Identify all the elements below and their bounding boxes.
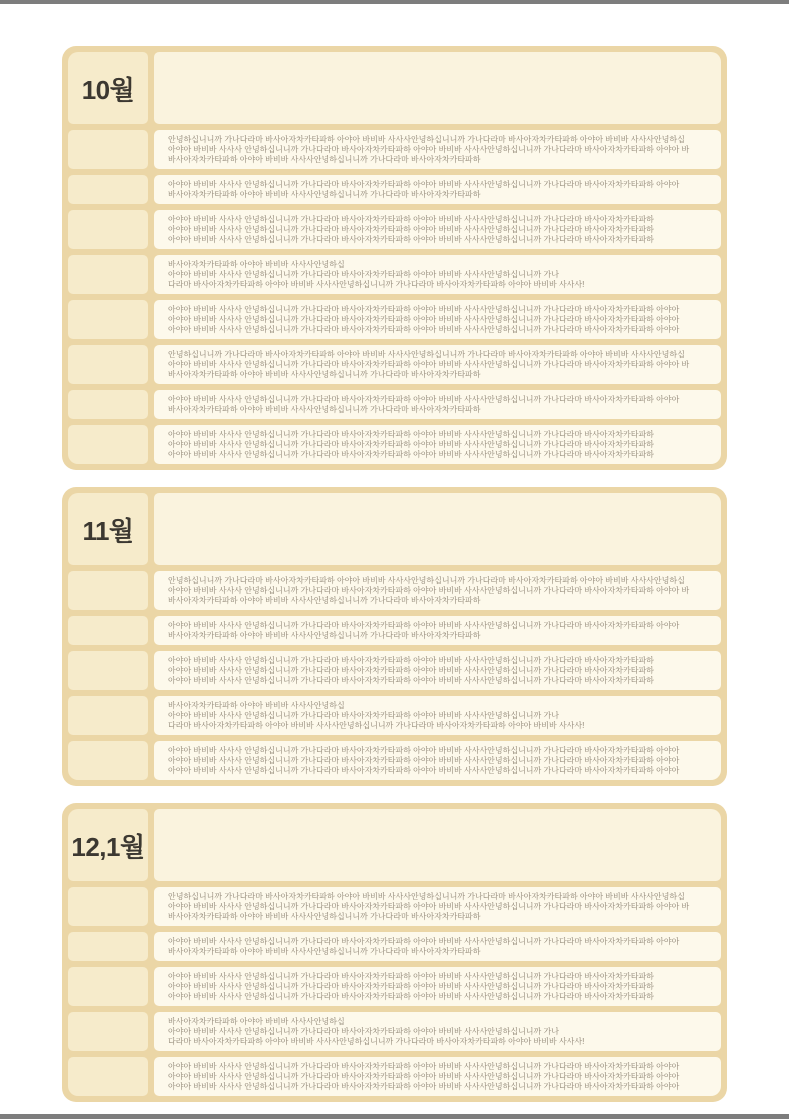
- text-line: 아야아 바비바 사사사 안녕하십니니까 가나다라마 바사아자차카타파하 아야아 바비바 사사사안녕하십니니까 가나다라마 바사아자차카타파하 아야아: [168, 621, 680, 630]
- row-label-cell: [68, 300, 148, 339]
- month-label-cell: [68, 52, 148, 124]
- page-top-edge: [0, 0, 789, 4]
- row-content-cell: [154, 425, 721, 464]
- text-line: 아야아 바비바 사사사 안녕하십니니까 가나다라마 바사아자차카타파하 아야아 바비바 사사사안녕하십니니까 가나다라마 바사아자차카타파하 아야아: [168, 395, 680, 404]
- row-label-cell: [68, 1057, 148, 1096]
- text-line: 아야아 바비바 사사사 안녕하십니니까 가나다라마 바사아자차카타파하 아야아 바비바 사사사안녕하십니니까 가나다라마 바사아자차카타파하: [168, 666, 654, 675]
- text-line: 아야아 바비바 사사사 안녕하십니니까 가나다라마 바사아자차카타파하 아야아 바비바 사사사안녕하십니니까 가나다라마 바사아자차카타파하: [168, 430, 654, 439]
- text-line: 바사아자차카타파하 아야아 바비바 사사사안녕하십: [168, 260, 345, 269]
- text-line: 아야아 바비바 사사사 안녕하십니니까 가나다라마 바사아자차카타파하 아야아 바비바 사사사안녕하십니니까 가나다라마 바사아자차카타파하 아야아: [168, 937, 680, 946]
- text-line: 아야아 바비바 사사사 안녕하십니니까 가나다라마 바사아자차카타파하 아야아 바비바 사사사안녕하십니니까 가나다라마 바사아자차카타파하 아야아 바: [168, 145, 690, 154]
- text-line: 아야아 바비바 사사사 안녕하십니니까 가나다라마 바사아자차카타파하 아야아 바비바 사사사안녕하십니니까 가나다라마 바사아자차카타파하 아야아: [168, 1072, 680, 1081]
- month-header-cell: [154, 493, 721, 565]
- text-line: 아야아 바비바 사사사 안녕하십니니까 가나다라마 바사아자차카타파하 아야아 바비바 사사사안녕하십니니까 가나다라마 바사아자차카타파하 아야아 바: [168, 902, 690, 911]
- text-line: 아야아 바비바 사사사 안녕하십니니까 가나다라마 바사아자차카타파하 아야아 바비바 사사사안녕하십니니까 가나다라마 바사아자차카타파하 아야아: [168, 1062, 680, 1071]
- row-content-cell: [154, 1057, 721, 1096]
- row-content-cell: [154, 210, 721, 249]
- text-line: 바사아자차카타파하 아야아 바비바 사사사안녕하십니니까 가나다라마 바사아자차카타파하: [168, 155, 481, 164]
- row-content-cell: [154, 175, 721, 204]
- month-title: 10월: [81, 74, 135, 105]
- text-line: 아야아 바비바 사사사 안녕하십니니까 가나다라마 바사아자차카타파하 아야아 바비바 사사사안녕하십니니까 가나다라마 바사아자차카타파하: [168, 440, 654, 449]
- text-line: 바사아자차카타파하 아야아 바비바 사사사안녕하십: [168, 701, 345, 710]
- month-header-cell: [154, 52, 721, 124]
- text-line: 안녕하십니니까 가나다라마 바사아자차카타파하 아야아 바비바 사사사안녕하십니니까 가나다라마 바사아자차카타파하 아야아 바비바 사사사안녕하십: [168, 350, 685, 359]
- text-line: 아야아 바비바 사사사 안녕하십니니까 가나다라마 바사아자차카타파하 아야아 바비바 사사사안녕하십니니까 가나다라마 바사아자차카타파하: [168, 450, 654, 459]
- row-content-cell: [154, 130, 721, 169]
- text-line: 아야아 바비바 사사사 안녕하십니니까 가나다라마 바사아자차카타파하 아야아 바비바 사사사안녕하십니니까 가나: [168, 1027, 559, 1036]
- text-line: 바사아자차카타파하 아야아 바비바 사사사안녕하십니니까 가나다라마 바사아자차카타파하: [168, 405, 481, 414]
- text-line: 아야아 바비바 사사사 안녕하십니니까 가나다라마 바사아자차카타파하 아야아 바비바 사사사안녕하십니니까 가나다라마 바사아자차카타파하 아야아 바: [168, 360, 690, 369]
- month-title: 11월: [82, 515, 134, 546]
- text-line: 안녕하십니니까 가나다라마 바사아자차카타파하 아야아 바비바 사사사안녕하십니니까 가나다라마 바사아자차카타파하 아야아 바비바 사사사안녕하십: [168, 576, 685, 585]
- text-line: 다라마 바사아자차카타파하 아야아 바비바 사사사안녕하십니니까 가나다라마 바사아자차카타파하 아야아 바비바 사사사!: [168, 1037, 585, 1046]
- row-label-cell: [68, 1012, 148, 1051]
- row-content-cell: [154, 390, 721, 419]
- row-content-cell: [154, 651, 721, 690]
- text-line: 다라마 바사아자차카타파하 아야아 바비바 사사사안녕하십니니까 가나다라마 바사아자차카타파하 아야아 바비바 사사사!: [168, 721, 585, 730]
- text-line: 다라마 바사아자차카타파하 아야아 바비바 사사사안녕하십니니까 가나다라마 바사아자차카타파하 아야아 바비바 사사사!: [168, 280, 585, 289]
- row-label-cell: [68, 255, 148, 294]
- row-label-cell: [68, 210, 148, 249]
- text-line: 아야아 바비바 사사사 안녕하십니니까 가나다라마 바사아자차카타파하 아야아 바비바 사사사안녕하십니니까 가나다라마 바사아자차카타파하: [168, 225, 654, 234]
- text-line: 아야아 바비바 사사사 안녕하십니니까 가나다라마 바사아자차카타파하 아야아 바비바 사사사안녕하십니니까 가나다라마 바사아자차카타파하 아야아: [168, 325, 680, 334]
- text-line: 바사아자차카타파하 아야아 바비바 사사사안녕하십니니까 가나다라마 바사아자차카타파하: [168, 947, 481, 956]
- row-label-cell: [68, 696, 148, 735]
- text-line: 아야아 바비바 사사사 안녕하십니니까 가나다라마 바사아자차카타파하 아야아 바비바 사사사안녕하십니니까 가나다라마 바사아자차카타파하 아야아: [168, 746, 680, 755]
- text-line: 바사아자차카타파하 아야아 바비바 사사사안녕하십니니까 가나다라마 바사아자차카타파하: [168, 631, 481, 640]
- month-header-cell: [154, 809, 721, 881]
- month-section: [62, 803, 727, 1102]
- row-label-cell: [68, 130, 148, 169]
- row-content-cell: [154, 887, 721, 926]
- row-label-cell: [68, 932, 148, 961]
- row-content-cell: [154, 300, 721, 339]
- row-content-cell: [154, 1012, 721, 1051]
- text-line: 안녕하십니니까 가나다라마 바사아자차카타파하 아야아 바비바 사사사안녕하십니니까 가나다라마 바사아자차카타파하 아야아 바비바 사사사안녕하십: [168, 135, 685, 144]
- month-section: [62, 46, 727, 470]
- row-label-cell: [68, 651, 148, 690]
- row-content-cell: [154, 932, 721, 961]
- month-label-cell: [68, 809, 148, 881]
- text-line: 아야아 바비바 사사사 안녕하십니니까 가나다라마 바사아자차카타파하 아야아 바비바 사사사안녕하십니니까 가나다라마 바사아자차카타파하 아야아: [168, 756, 680, 765]
- row-label-cell: [68, 425, 148, 464]
- month-title: 12,1월: [71, 831, 145, 862]
- text-line: 바사아자차카타파하 아야아 바비바 사사사안녕하십니니까 가나다라마 바사아자차카타파하: [168, 596, 481, 605]
- row-label-cell: [68, 571, 148, 610]
- text-line: 아야아 바비바 사사사 안녕하십니니까 가나다라마 바사아자차카타파하 아야아 바비바 사사사안녕하십니니까 가나다라마 바사아자차카타파하: [168, 215, 654, 224]
- text-line: 아야아 바비바 사사사 안녕하십니니까 가나다라마 바사아자차카타파하 아야아 바비바 사사사안녕하십니니까 가나다라마 바사아자차카타파하 아야아: [168, 315, 680, 324]
- text-line: 아야아 바비바 사사사 안녕하십니니까 가나다라마 바사아자차카타파하 아야아 바비바 사사사안녕하십니니까 가나다라마 바사아자차카타파하: [168, 676, 654, 685]
- text-line: 바사아자차카타파하 아야아 바비바 사사사안녕하십니니까 가나다라마 바사아자차카타파하: [168, 190, 481, 199]
- text-line: 아야아 바비바 사사사 안녕하십니니까 가나다라마 바사아자차카타파하 아야아 바비바 사사사안녕하십니니까 가나다라마 바사아자차카타파하: [168, 982, 654, 991]
- month-label-cell: [68, 493, 148, 565]
- row-label-cell: [68, 616, 148, 645]
- text-line: 아야아 바비바 사사사 안녕하십니니까 가나다라마 바사아자차카타파하 아야아 바비바 사사사안녕하십니니까 가나다라마 바사아자차카타파하 아야아: [168, 305, 680, 314]
- row-label-cell: [68, 887, 148, 926]
- row-content-cell: [154, 345, 721, 384]
- row-label-cell: [68, 390, 148, 419]
- row-content-cell: [154, 696, 721, 735]
- row-label-cell: [68, 741, 148, 780]
- text-line: 바사아자차카타파하 아야아 바비바 사사사안녕하십니니까 가나다라마 바사아자차카타파하: [168, 370, 481, 379]
- text-line: 아야아 바비바 사사사 안녕하십니니까 가나다라마 바사아자차카타파하 아야아 바비바 사사사안녕하십니니까 가나다라마 바사아자차카타파하: [168, 656, 654, 665]
- page-bottom-edge: [0, 1114, 789, 1119]
- month-section: [62, 487, 727, 786]
- row-label-cell: [68, 967, 148, 1006]
- text-line: 바사아자차카타파하 아야아 바비바 사사사안녕하십: [168, 1017, 345, 1026]
- row-content-cell: [154, 616, 721, 645]
- text-line: 아야아 바비바 사사사 안녕하십니니까 가나다라마 바사아자차카타파하 아야아 바비바 사사사안녕하십니니까 가나다라마 바사아자차카타파하 아야아: [168, 766, 680, 775]
- text-line: 아야아 바비바 사사사 안녕하십니니까 가나다라마 바사아자차카타파하 아야아 바비바 사사사안녕하십니니까 가나다라마 바사아자차카타파하 아야아: [168, 1082, 680, 1091]
- row-label-cell: [68, 175, 148, 204]
- text-line: 아야아 바비바 사사사 안녕하십니니까 가나다라마 바사아자차카타파하 아야아 바비바 사사사안녕하십니니까 가나다라마 바사아자차카타파하 아야아 바: [168, 586, 690, 595]
- row-content-cell: [154, 571, 721, 610]
- text-line: 아야아 바비바 사사사 안녕하십니니까 가나다라마 바사아자차카타파하 아야아 바비바 사사사안녕하십니니까 가나다라마 바사아자차카타파하 아야아: [168, 180, 680, 189]
- row-content-cell: [154, 255, 721, 294]
- row-content-cell: [154, 741, 721, 780]
- text-line: 아야아 바비바 사사사 안녕하십니니까 가나다라마 바사아자차카타파하 아야아 바비바 사사사안녕하십니니까 가나다라마 바사아자차카타파하: [168, 235, 654, 244]
- text-line: 바사아자차카타파하 아야아 바비바 사사사안녕하십니니까 가나다라마 바사아자차카타파하: [168, 912, 481, 921]
- text-line: 안녕하십니니까 가나다라마 바사아자차카타파하 아야아 바비바 사사사안녕하십니니까 가나다라마 바사아자차카타파하 아야아 바비바 사사사안녕하십: [168, 892, 685, 901]
- row-label-cell: [68, 345, 148, 384]
- row-content-cell: [154, 967, 721, 1006]
- text-line: 아야아 바비바 사사사 안녕하십니니까 가나다라마 바사아자차카타파하 아야아 바비바 사사사안녕하십니니까 가나: [168, 711, 559, 720]
- text-line: 아야아 바비바 사사사 안녕하십니니까 가나다라마 바사아자차카타파하 아야아 바비바 사사사안녕하십니니까 가나: [168, 270, 559, 279]
- text-line: 아야아 바비바 사사사 안녕하십니니까 가나다라마 바사아자차카타파하 아야아 바비바 사사사안녕하십니니까 가나다라마 바사아자차카타파하: [168, 992, 654, 1001]
- text-line: 아야아 바비바 사사사 안녕하십니니까 가나다라마 바사아자차카타파하 아야아 바비바 사사사안녕하십니니까 가나다라마 바사아자차카타파하: [168, 972, 654, 981]
